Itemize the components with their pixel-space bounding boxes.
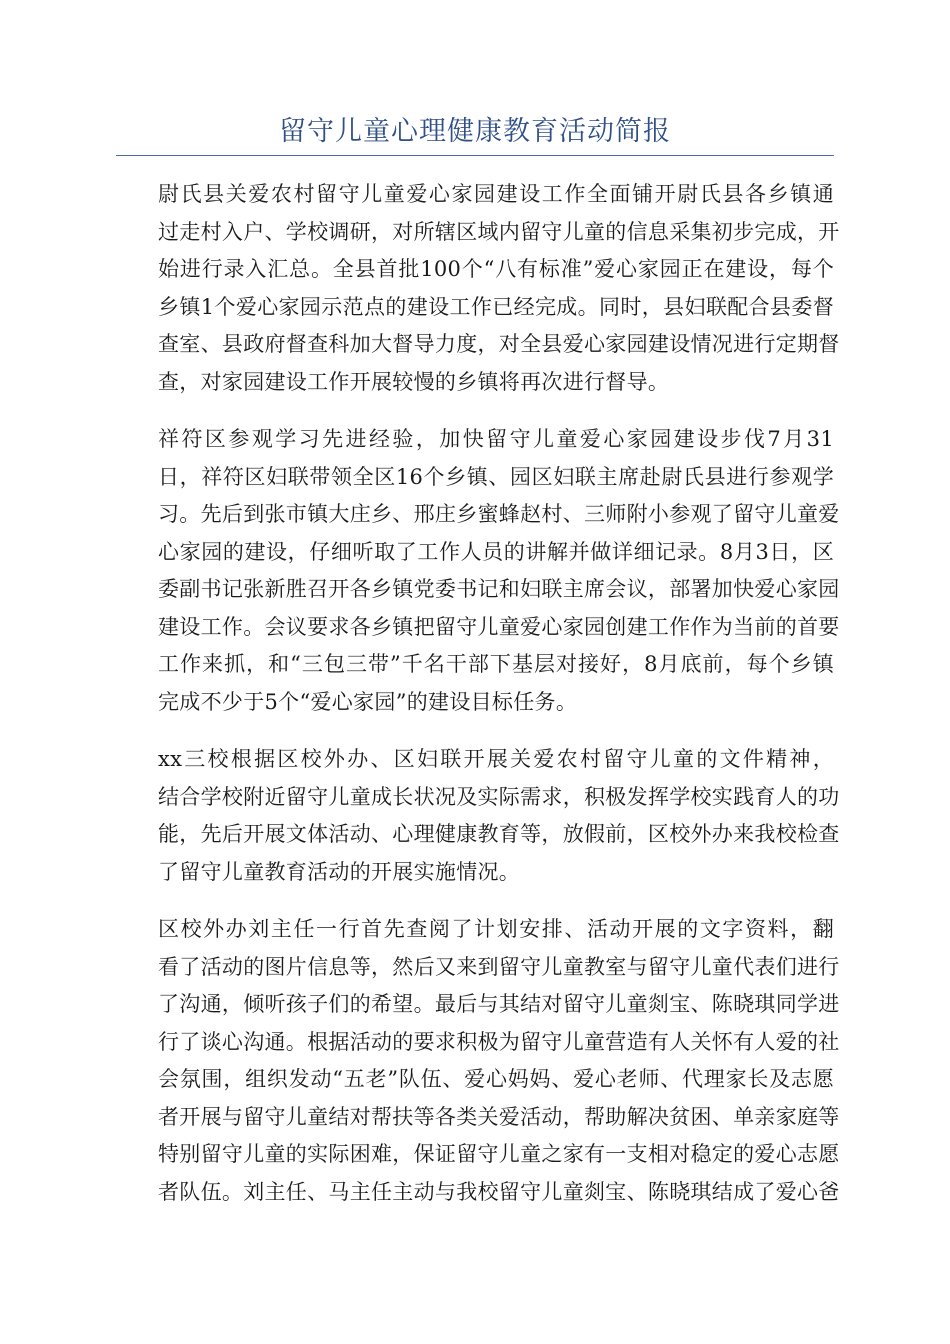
- paragraph-line: 行了谈心沟通。根据活动的要求积极为留守儿童营造有人关怀有人爱的社: [158, 1029, 840, 1054]
- paragraph-line: 习。先后到张市镇大庄乡、邢庄乡蜜蜂赵村、三师附小参观了留守儿童爱: [158, 502, 840, 526]
- paragraph-line: 区校外办刘主任一行首先查阅了计划安排、活动开展的文字资料，翻: [158, 917, 834, 941]
- paragraph-line: 日，祥符区妇联带领全区16个乡镇、园区妇联主席赴尉氏县进行参观学: [158, 464, 834, 489]
- paragraph-line: 始进行录入汇总。全县首批100个“八有标准”爱心家园正在建设，每个: [158, 257, 834, 281]
- paragraph-line: xx三校根据区校外办、区妇联开展关爱农村留守儿童的文件精神，: [158, 747, 834, 771]
- paragraph-line: 特别留守儿童的实际困难，保证留守儿童之家有一支相对稳定的爱心志愿: [158, 1142, 840, 1166]
- paragraph-line: 结合学校附近留守儿童成长状况及实际需求，积极发挥学校实践育人的功: [158, 784, 840, 809]
- paragraph-line: 了沟通，倾听孩子们的希望。最后与其结对留守儿童剡宝、陈晓琪同学进: [158, 992, 840, 1016]
- paragraph-line: 查室、县政府督查科加大督导力度，对全县爱心家园建设情况进行定期督: [158, 332, 840, 356]
- paragraph-line: 能，先后开展文体活动、心理健康教育等，放假前，区校外办来我校检查: [158, 822, 840, 846]
- paragraph-line: 心家园的建设，仔细听取了工作人员的讲解并做详细记录。8月3日，区: [158, 539, 834, 564]
- title-underline: [116, 155, 834, 156]
- paragraph-line: 了留守儿童教育活动的开展实施情况。: [158, 859, 521, 884]
- paragraph-line: 会氛围，组织发动“五老”队伍、爱心妈妈、爱心老师、代理家长及志愿: [158, 1067, 834, 1091]
- paragraph-line: 祥符区参观学习先进经验，加快留守儿童爱心家园建设步伐7月31: [158, 427, 834, 451]
- document-body: [116, 176, 840, 1231]
- paragraph-line: 看了活动的图片信息等，然后又来到留守儿童教室与留守儿童代表们进行: [158, 954, 840, 979]
- paragraph-line: 工作来抓，和“三包三带”千名干部下基层对接好，8月底前，每个乡镇: [158, 652, 834, 676]
- paragraph-3: [116, 741, 840, 891]
- paragraph-1: [116, 176, 840, 401]
- paragraph-line: 查，对家园建设工作开展较慢的乡镇将再次进行督导。: [158, 369, 670, 394]
- paragraph-line: 建设工作。会议要求各乡镇把留守儿童爱心家园创建工作作为当前的首要: [158, 614, 840, 639]
- paragraph-line: 委副书记张新胜召开各乡镇党委书记和妇联主席会议，部署加快爱心家园: [158, 577, 840, 601]
- paragraph-line: 过走村入户、学校调研，对所辖区域内留守儿童的信息采集初步完成，开: [158, 219, 840, 244]
- document-title: 留守儿童心理健康教育活动简报: [279, 116, 671, 147]
- paragraph-line: 完成不少于5个“爱心家园”的建设目标任务。: [158, 689, 578, 714]
- paragraph-line: 乡镇1个爱心家园示范点的建设工作已经完成。同时，县妇联配合县委督: [158, 294, 834, 319]
- paragraph-4: [116, 911, 840, 1211]
- paragraph-2: [116, 421, 840, 721]
- paragraph-line: 者队伍。刘主任、马主任主动与我校留守儿童剡宝、陈晓琪结成了爱心爸: [158, 1179, 840, 1204]
- paragraph-line: 尉氏县关爱农村留守儿童爱心家园建设工作全面铺开尉氏县各乡镇通: [158, 182, 834, 206]
- paragraph-line: 者开展与留守儿童结对帮扶等各类关爱活动，帮助解决贫困、单亲家庭等: [158, 1104, 840, 1129]
